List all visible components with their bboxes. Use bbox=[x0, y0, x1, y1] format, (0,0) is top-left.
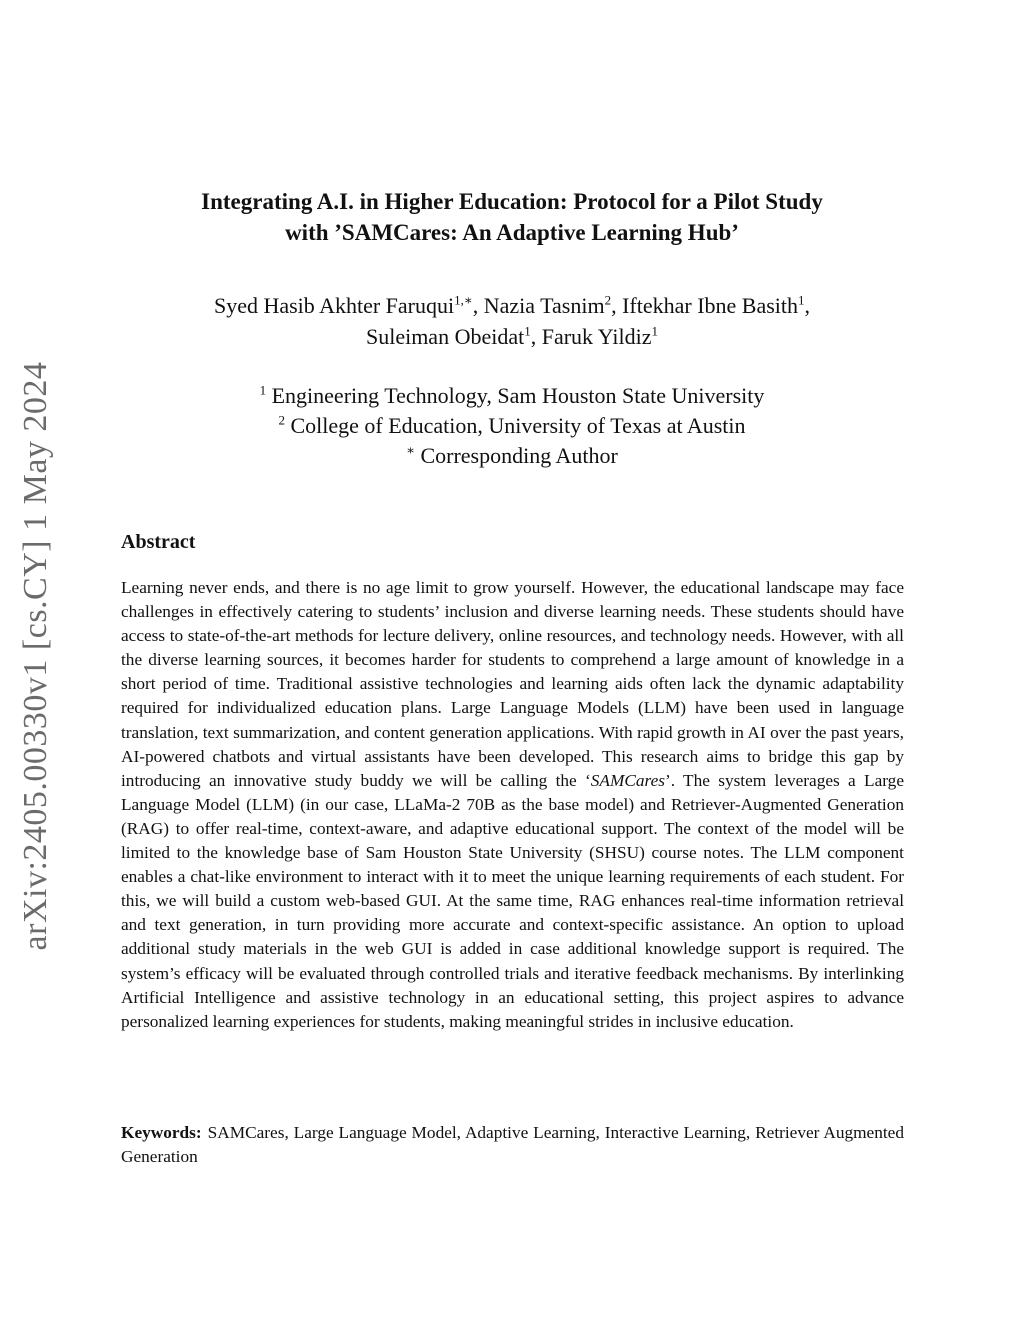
keywords-label: Keywords: bbox=[121, 1123, 202, 1142]
corresponding-author-note bbox=[120, 441, 904, 471]
abstract-text: ’. The system leverages a Large Language Model (LLM) (in our case, LLaMa-2 70B as the base model) and Retriever-Augmented Generation (RAG) to offer real-time, context-aware, and adaptive educational support. The context of the model will be limited to the knowledge base of Sam Houston State University (SHSU) course notes. The LLM component enables a chat-like environment to interact with it to meet the unique learning requirements of each student. For this, we will build a custom web-based GUI. At the same time, RAG enhances real-time information retrieval and text generation, in turn providing more accurate and context-specific assistance. An option to upload additional study materials in the web GUI is added in case additional knowledge support is required. The system’s efficacy will be evaluated through controlled trials and iterative feedback mechanisms. By interlinking Artificial Intelligence and assistive technology in an educational setting, this project aspires to advance personalized learning experiences for students, making meaningful strides in inclusive education. bbox=[121, 770, 904, 1031]
author-name: , Iftekhar Ibne Basith bbox=[611, 293, 799, 318]
abstract-body bbox=[121, 576, 904, 1034]
author-affiliation-mark: 2 bbox=[604, 292, 612, 308]
keywords-text: SAMCares, Large Language Model, Adaptive Learning, Interactive Learning, Retriever Augmented Generation bbox=[121, 1123, 904, 1167]
author-affiliation-mark: 1,∗ bbox=[454, 292, 473, 308]
author-separator: , bbox=[804, 293, 811, 318]
affiliation-2 bbox=[120, 411, 904, 441]
author-affiliation-mark: 1 bbox=[651, 323, 659, 339]
author-affiliation-mark: 1 bbox=[524, 323, 531, 339]
author-line-1 bbox=[120, 290, 904, 321]
paper-title bbox=[120, 186, 904, 248]
title-line-1: Integrating A.I. in Higher Education: Protocol for a Pilot Study bbox=[201, 189, 823, 214]
title-line-2: with ’SAMCares: An Adaptive Learning Hub’ bbox=[285, 220, 739, 245]
keywords-section bbox=[121, 1121, 904, 1169]
author-name: Syed Hasib Akhter Faruqui bbox=[213, 293, 455, 318]
author-list bbox=[120, 290, 904, 352]
author-name: , Faruk Yildiz bbox=[530, 324, 652, 349]
affiliation-mark: ∗ bbox=[406, 442, 415, 458]
arxiv-identifier: arXiv:2405.00330v1 [cs.CY] 1 May 2024 bbox=[17, 361, 54, 951]
affiliation-text: College of Education, University of Texas at Austin bbox=[284, 413, 746, 438]
author-name: , Nazia Tasnim bbox=[472, 293, 605, 318]
author-line-2 bbox=[120, 321, 904, 352]
arxiv-sidebar bbox=[10, 352, 62, 960]
abstract-heading: Abstract bbox=[121, 531, 196, 553]
affiliation-1 bbox=[120, 381, 904, 411]
abstract-text: Learning never ends, and there is no age limit to grow yourself. However, the educational landscape may face challenges in effectively catering to students’ inclusion and diverse learning needs. These students should have access to state-of-the-art methods for lecture delivery, online resources, and technology needs. However, with all the diverse learning sources, it becomes harder for students to comprehend a large amount of knowledge in a short period of time. Traditional assistive technologies and learning aids often lack the dynamic adaptability required for individualized education plans. Large Language Models (LLM) have been used in language translation, text summarization, and content generation applications. With rapid growth in AI over the past years, AI-powered chatbots and virtual assistants have been developed. This research aims to bridge this gap by introducing an innovative study buddy we will be calling the ‘ bbox=[121, 578, 904, 790]
affiliation-mark: 2 bbox=[278, 412, 285, 428]
affiliation-list bbox=[120, 381, 904, 471]
affiliation-mark: 1 bbox=[259, 382, 267, 398]
affiliation-text: Engineering Technology, Sam Houston State University bbox=[266, 383, 765, 408]
affiliation-text: Corresponding Author bbox=[414, 443, 618, 468]
abstract-system-name: SAMCares bbox=[590, 770, 665, 790]
author-name: Suleiman Obeidat bbox=[365, 324, 525, 349]
author-affiliation-mark: 1 bbox=[798, 292, 805, 308]
